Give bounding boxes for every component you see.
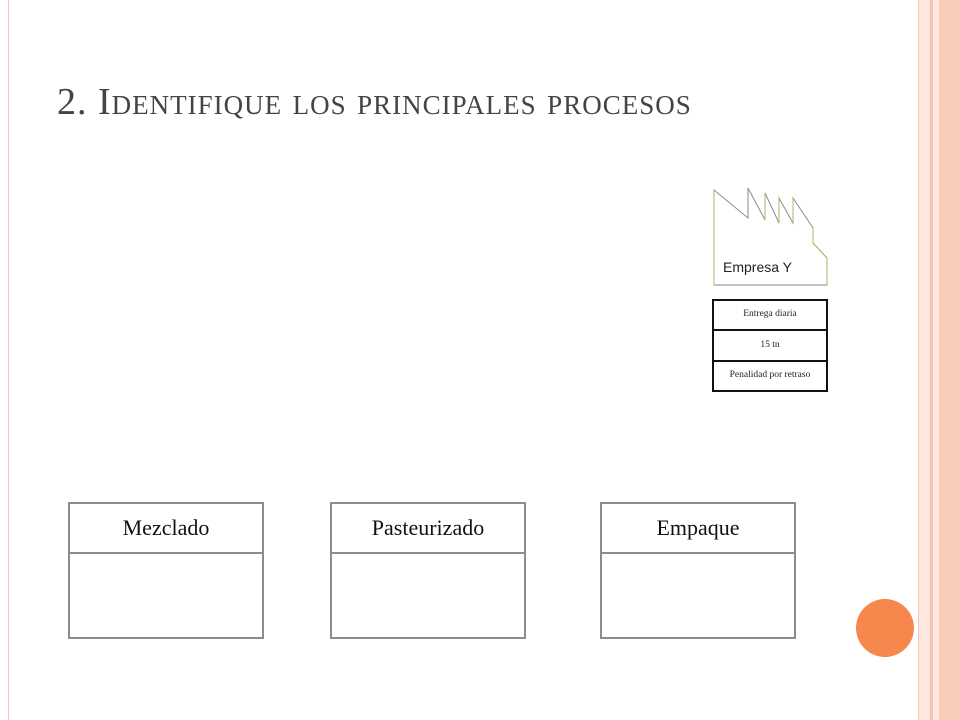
decorative-circle [856, 599, 914, 657]
process-title: Empaque [602, 504, 794, 554]
customer-name: Empresa Y [723, 259, 792, 275]
process-box-empaque [600, 502, 796, 639]
data-box-row: 15 tn [714, 331, 826, 361]
process-title: Mezclado [70, 504, 262, 554]
data-box-row: Entrega diaria [714, 301, 826, 331]
process-box-mezclado [68, 502, 264, 639]
process-box-pasteurizado [330, 502, 526, 639]
decorative-stripe [939, 0, 960, 720]
process-title: Pasteurizado [332, 504, 524, 554]
slide-title: 2. Identifique los principales procesos [57, 81, 692, 123]
customer-data-box [712, 299, 828, 392]
data-box-row: Penalidad por retraso [729, 369, 811, 380]
